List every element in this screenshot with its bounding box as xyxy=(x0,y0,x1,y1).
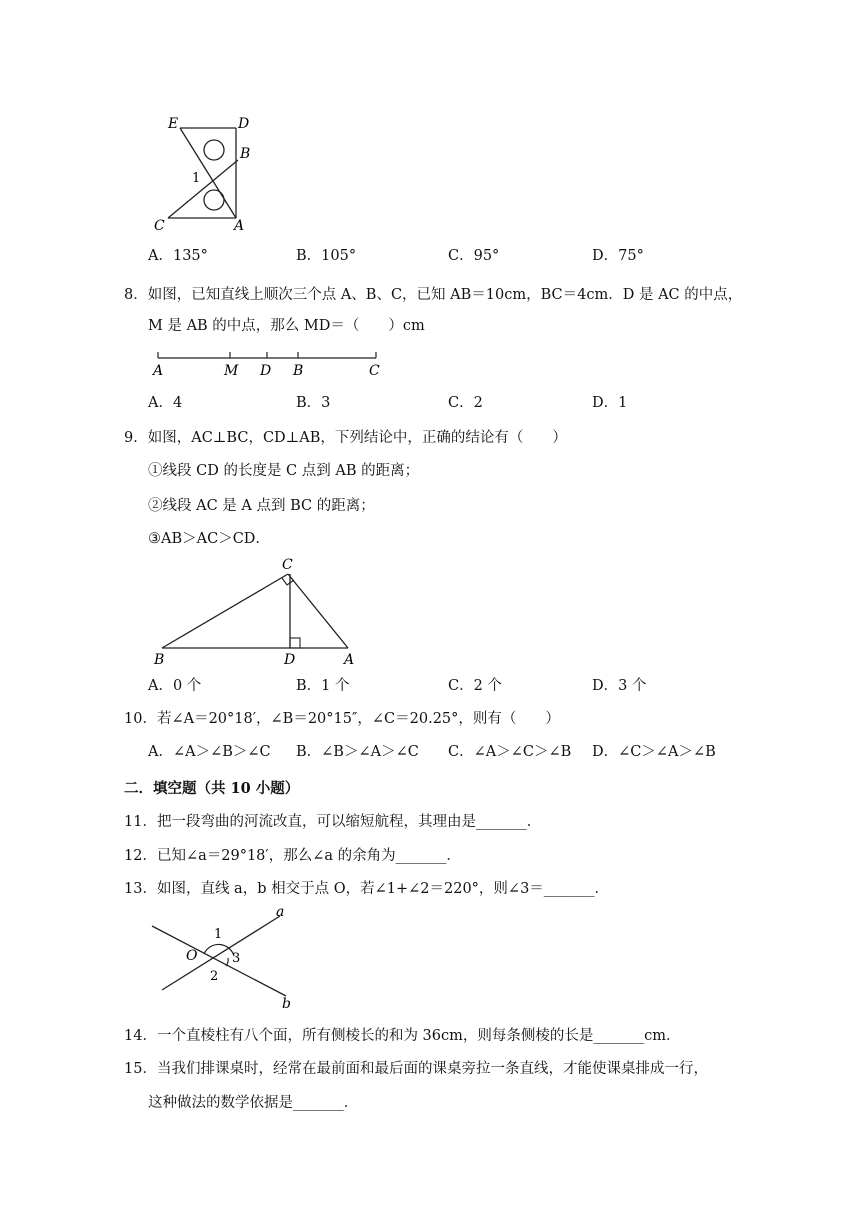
q7-figure xyxy=(148,112,258,234)
q8-text-line1: 8．如图，已知直线上顺次三个点 A、B、C，已知 AB＝10cm，BC＝4cm．D 是 AC 的中点， xyxy=(124,287,743,303)
q10-option-d: D．∠C＞∠A＞∠B xyxy=(592,744,716,760)
q9-label-a: A xyxy=(344,652,355,668)
q8-label-d: D xyxy=(260,363,272,379)
q10-text-line1: 10．若∠A＝20°18′，∠B＝20°15″，∠C＝20.25°，则有（ ） xyxy=(124,711,560,727)
q8-label-a: A xyxy=(153,363,164,379)
q7-option-c: C．95° xyxy=(448,248,500,264)
q8-figure xyxy=(148,346,388,380)
q9-statement-3: ③AB＞AC＞CD． xyxy=(148,531,270,547)
q9-label-d: D xyxy=(284,652,296,668)
q9-option-b: B．1 个 xyxy=(296,678,350,694)
q9-option-a: A．0 个 xyxy=(148,678,202,694)
q7-option-a: A．135° xyxy=(148,248,208,264)
q13-label-3: 3 xyxy=(232,951,241,966)
q7-label-a: A xyxy=(234,218,245,234)
section-title-fill-in: 二．填空题（共 10 小题） xyxy=(124,780,300,797)
q13-label-b: b xyxy=(282,996,291,1008)
q10-option-c: C．∠A＞∠C＞∠B xyxy=(448,744,572,760)
q13-label-2: 2 xyxy=(210,969,219,984)
q8-option-c: C．2 xyxy=(448,395,483,411)
q7-label-b: B xyxy=(240,146,251,162)
q13-label-a: a xyxy=(276,904,285,920)
q13-label-o: O xyxy=(186,948,198,964)
q13-label-1: 1 xyxy=(214,927,223,942)
q15-text-line2: 这种做法的数学依据是_______． xyxy=(148,1095,359,1111)
q7-label-c: C xyxy=(154,218,165,234)
q13-figure xyxy=(148,904,298,1008)
q7-option-d: D．75° xyxy=(592,248,644,264)
q13-text-line1: 13．如图，直线 a，b 相交于点 O，若∠1+∠2＝220°，则∠3＝_______． xyxy=(124,881,610,897)
q7-label-d: D xyxy=(238,116,250,132)
q8-option-b: B．3 xyxy=(296,395,331,411)
q8-label-b: B xyxy=(293,363,304,379)
q15-text-line1: 15．当我们排课桌时，经常在最前面和最后面的课桌旁拉一条直线，才能使课桌排成一行， xyxy=(124,1061,708,1077)
q8-option-d: D．1 xyxy=(592,395,628,411)
q14-text: 14．一个直棱柱有八个面，所有侧棱长的和为 36cm，则每条侧棱的长是_______cm． xyxy=(124,1028,681,1044)
q8-text-line2: M 是 AB 的中点，那么 MD＝（ ）cm xyxy=(148,318,425,334)
q10-option-a: A．∠A＞∠B＞∠C xyxy=(148,744,271,760)
q7-option-b: B．105° xyxy=(296,248,357,264)
q9-option-d: D．3 个 xyxy=(592,678,647,694)
q7-label-e: E xyxy=(168,116,179,132)
q9-statement-2: ②线段 AC 是 A 点到 BC 的距离； xyxy=(148,498,375,514)
q12-text: 12．已知∠a＝29°18′，那么∠a 的余角为_______． xyxy=(124,848,461,864)
q8-label-c: C xyxy=(369,363,380,379)
q8-option-a: A．4 xyxy=(148,395,183,411)
q8-label-m: M xyxy=(224,363,239,379)
q7-label-1: 1 xyxy=(192,171,201,186)
q9-option-c: C．2 个 xyxy=(448,678,502,694)
q9-label-b: B xyxy=(154,652,165,668)
q9-label-c: C xyxy=(282,557,293,573)
q9-figure xyxy=(148,552,364,670)
q11-text: 11．把一段弯曲的河流改直，可以缩短航程，其理由是_______． xyxy=(124,814,542,830)
q9-statement-1: ①线段 CD 的长度是 C 点到 AB 的距离； xyxy=(148,463,420,479)
q9-text-line1: 9．如图，AC⊥BC，CD⊥AB，下列结论中，正确的结论有（ ） xyxy=(124,430,567,446)
q10-option-b: B．∠B＞∠A＞∠C xyxy=(296,744,419,760)
